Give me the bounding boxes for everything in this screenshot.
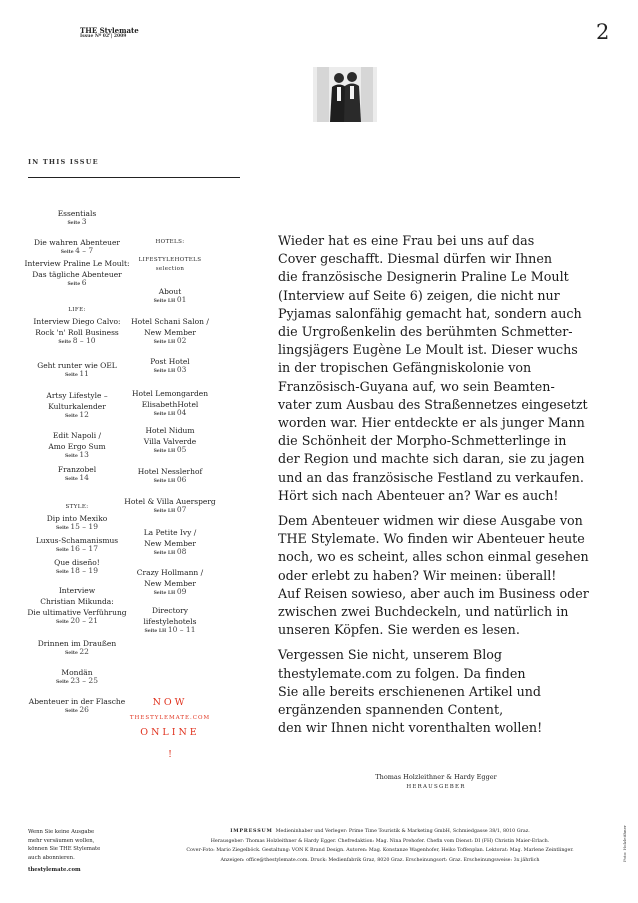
toc-hotel-item[interactable]: Crazy Hollmann / New Member Seite LH 09 (136, 568, 204, 596)
editorial-paragraph-2: Dem Abenteuer widmen wir diese Ausgabe von THE Stylemate. Wo finden wir Abenteuer heute noch, wo es scheint, alles schon einmal gesehen oder erlebt zu haben? Wir meinen: überall! Auf Reisen sowieso, aber auch im Business oder zwischen zwei Buchdeckeln, und natürlich in unseren Köpfen. Sie werden es lesen. (278, 513, 589, 638)
publishers-photo-image (313, 67, 377, 122)
promo-online: ONLINE (140, 727, 200, 738)
editorial-paragraph-1: Wieder hat es eine Frau bei uns auf das Cover geschafft. Diesmal dürfen wir Ihnen die französische Designerin Praline Le Moult (Interview auf Seite 6) zeigen, die nicht nur Pyjamas salonfähig gemacht hat, sondern auch die Urgroßenkelin des berühmten Schmetter- lingsjägers Eugène Le Moult ist. Dieser wuchs in der tropischen Gefängniskolonie von Französisch-Guyana auf, wo sein Beamten- vater zum Ausbau des Straßennetzes eingesetzt worden war. Hier entdeckte er als junger Mann die Schönheit der Morpho-Schmetterlinge in der Region und machte sich daran, sie zu jagen und an das französische Festland zu verkaufen. Hört sich nach Abenteuer an? War es auch! (278, 233, 588, 503)
toc-hotel-item[interactable]: Hotel Nidum Villa Valverde Seite LH 05 (143, 426, 197, 454)
toc-item[interactable]: Essentials Seite 3 (57, 209, 97, 226)
toc-hotel-item[interactable]: Hotel Schani Salon / New Member Seite LH 02 (131, 317, 209, 345)
promo-now: NOW (152, 697, 188, 708)
issue-number: Issue Nº 02 | 2009 (80, 34, 127, 39)
toc-item[interactable]: Que diseño! Seite 18 – 19 (54, 558, 100, 575)
toc-hotel-item[interactable]: Hotel Nesslerhof Seite LH 06 (137, 467, 203, 484)
toc-item[interactable]: Abenteuer in der Flasche Seite 26 (28, 697, 126, 714)
promo-exclaim: ! (168, 749, 172, 760)
signature-names: Thomas Holzleithner & Hardy Egger (375, 773, 497, 781)
toc-hotel-item[interactable]: Post Hotel Seite LH 03 (150, 357, 190, 374)
toc-heading: IN THIS ISSUE (28, 158, 99, 166)
toc-item[interactable]: Dip into Mexiko Seite 15 – 19 (46, 514, 108, 531)
imprint: IMPRESSUM Medieninhaber und Verleger: Prime Time Touristik & Marketing GmbH, Schmiedgasse 38/1, 8010 Graz. Herausgeber: Thomas Holzleithner & Hardy Egger. Chefredaktion: Mag. Nina Prehofer. Chefin vom Dienst: DI (FH) Christin Maier-Erlach. Cover-Foto: Mario Ziegelböck. Gestaltung: VON K Brand Design. Autoren: Mag. Konstanze Wagenhofer, Heiko Toffenplan. Lektorat: Mag. Marlene Zeintlinger. Anzeigen: office@thestylemate.com. Druck: Medienfabrik Graz, 8020 Graz. Erscheinungsort: Graz. Erscheinungsweise: 3x jährlich (186, 828, 574, 863)
toc-item[interactable]: Geht runter wie OEL Seite 11 (37, 361, 117, 378)
toc-item[interactable]: Die wahren Abenteuer Seite 4 – 7 (34, 238, 120, 255)
page-number: 2 (596, 20, 610, 44)
toc-item[interactable]: Interview Christian Mikunda: Die ultimative Verführung Seite 20 – 21 (27, 586, 127, 625)
toc-hotel-item[interactable]: About Seite LH 01 (153, 287, 187, 304)
subscription-note: Wenn Sie keine Ausgabe mehr versäumen wollen, können Sie THE Stylemate auch abonnieren. (28, 829, 101, 861)
publication-title: THE Stylemate (80, 26, 139, 35)
toc-divider (28, 177, 240, 178)
footer-website-link[interactable]: thestylemate.com (28, 867, 81, 873)
toc-item[interactable]: Drinnen im Draußen Seite 22 (37, 639, 117, 656)
toc-hotel-item[interactable]: La Petite Ivy / New Member Seite LH 08 (143, 528, 197, 556)
editorial-paragraph-3: Vergessen Sie nicht, unserem Blog thestylemate.com zu folgen. Da finden Sie alle bereits erschienenen Artikel und ergänzenden spannenden Content, den wir Ihnen nicht vorenthalten wollen! (278, 647, 543, 736)
toc-hotel-item[interactable]: Hotel & Villa Auersperg Seite LH 07 (124, 497, 216, 514)
imprint-heading: IMPRESSUM (230, 828, 273, 834)
toc-item[interactable]: Artsy Lifestyle – Kulturkalender Seite 12 (46, 391, 108, 419)
promo-url-link[interactable]: THESTYLEMATE.COM (129, 715, 211, 721)
toc-item[interactable]: Edit Napoli / Amo Ergo Sum Seite 13 (48, 431, 106, 459)
toc-item[interactable]: Franzobel Seite 14 (57, 465, 97, 482)
toc-category-life: LIFE: (68, 307, 86, 313)
toc-item[interactable]: Interview Diego Calvo: Rock 'n' Roll Business Seite 8 – 10 (33, 317, 121, 345)
toc-hotel-item[interactable]: Directory lifestylehotels Seite LH 10 – 11 (143, 606, 197, 634)
signature-role: HERAUSGEBER (406, 784, 466, 790)
photo-credit: Foto: Holzleithner (622, 825, 627, 862)
publishers-photo (313, 67, 377, 122)
toc-category-hotels: HOTELS: (155, 239, 185, 245)
editorial-text (278, 232, 598, 744)
toc-subcategory: LIFESTYLEHOTELS (138, 257, 202, 263)
toc-item[interactable]: Luxus-Schamanismus Seite 16 – 17 (35, 536, 119, 553)
toc-subcategory-selection: selection (155, 266, 185, 272)
toc-hotel-item[interactable]: Hotel Lemongarden ElisabethHotel Seite LH 04 (131, 389, 209, 417)
toc-category-style: STYLE: (65, 504, 89, 510)
toc-item[interactable]: Interview Praline Le Moult: Das tägliche Abenteuer Seite 6 (24, 259, 130, 287)
toc-item[interactable]: Mondän Seite 23 – 25 (56, 668, 98, 685)
